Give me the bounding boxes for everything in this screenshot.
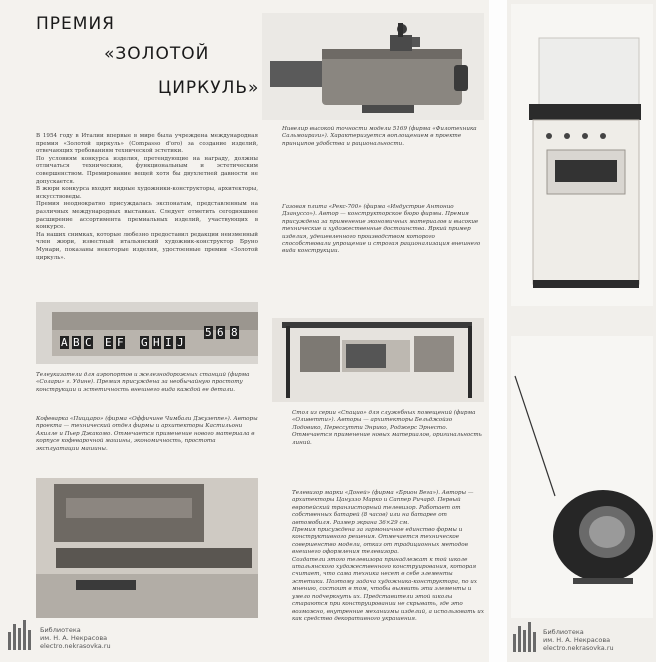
board-letter: 8 — [231, 326, 238, 339]
desk-image — [272, 318, 484, 402]
right-page — [507, 0, 656, 662]
coffee-machine-photo — [36, 478, 258, 618]
display-board-photo — [36, 302, 258, 364]
caption-tv: Телевизор марки «Доней» (фирма «Брион Вега»). Авторы — архитекторы Цануззо Марко и Саппер Ричард. Первый европейский транзисторный телевизор. Работает от собственных батарей (8 часов) или на батарее от автомобиля. Размер экрана 36×29 см. Премия присуждена за гармоничное единство формы и конструктивного решения. Отмечается техническое совершенство модели, отказ от традиционных методов внешнего оформления телевизора. Создатели этого телевизора принадлежат к той школе итальянского художественного конструирования, которая считает, что сама техника несет в себе элементы эстетики. Поэтому задача художника-конструктора, по их мнению, состоит в том, чтобы выявить эти элементы и умело подчеркнуть их. Представители этой школы стараются при конструировании не скрывать, где это возможно, внутренние механизмы изделий, а использовать их как средство декоративного украшения. — [292, 490, 484, 622]
board-letter: I — [165, 336, 172, 349]
watermark-line: Библиотека — [40, 626, 81, 634]
library-logo — [513, 622, 536, 652]
watermark-right — [543, 628, 614, 652]
board-letter: J — [177, 336, 184, 349]
flip-board-image — [36, 302, 258, 364]
desk-photo — [272, 318, 484, 402]
title-line-1: ПРЕМИЯ — [36, 14, 115, 34]
board-letter: B — [73, 336, 80, 349]
caption-coffee-machine: Кофеварка «Пиццаро» (фирма «Оффичине Чимбали Джузеппе»). Авторы проекта — технический отдел фирмы и архитекторы Кастильони Акилле и Пьер Джакомо. Отмечается применение нового материала в корпусе кофеварочной машины, экономичность, простота эксплуатации машины. — [36, 416, 258, 452]
board-letter: F — [117, 336, 124, 349]
watermark-line: electro.nekrasovka.ru — [543, 644, 614, 652]
tv-photo — [511, 336, 653, 618]
gas-stove-image — [511, 4, 653, 306]
caption-telescope: Нивелир высокой точности модели 5169 (фирма «Филотехника Сальмоираги»). Характеризуется воплощением в проекте принципов удобства и рациональности. — [282, 126, 477, 147]
watermark-left — [40, 626, 111, 650]
board-letter: C — [85, 336, 92, 349]
board-letter: H — [153, 336, 160, 349]
board-letter: 5 — [205, 326, 212, 339]
watermark-line: им. Н. А. Некрасова — [40, 634, 108, 642]
board-letter: A — [61, 336, 68, 349]
watermark-line: им. Н. А. Некрасова — [543, 636, 611, 644]
caption-display-board: Телеуказатели для аэропортов и железнодорожных станций (фирма «Солари» г. Удине). Премия присуждена за необычайную простоту конструкции и эстетичность внешнего вида каждой ее детали. — [36, 372, 250, 393]
board-letter: E — [105, 336, 112, 349]
caption-stove: Газовая плита «Рекс-700» (фирма «Индустрие Антонио Дзануссо»). Автор — конструкторское бюро фирмы. Премия присуждена за применение экономичных материалов и высокие технические и художественные достоинства. Яркий пример изделия, удешевленного производством которого способствовали упрощение и строгая рационализация внешнего вида конструкции. — [282, 204, 481, 255]
intro-text: В 1954 году в Италии впервые в мире была учреждена международная премия «Золотой циркуль» (Compasso d'oro) за создание изделий, отвечающих требованиям технической эстетики. По условиям конкурса изделия, претендующие на награду, должны отличаться техническим, функциональным и эстетическим совершенством. Премирование вещей хотя бы двухлетней давности не допускается. В жюри конкурса входят видные художники-конструкторы, архитекторы, искусствоведы. Премия неоднократно присуждалась экспонатам, представленным на различных международных выставках. Следует отметить сегодняшнее расширение ассортимента премиальных изделий, участвующих в конкурсе. На наших снимках, которые любезно предоставил редакции неизменный член жюри, известный итальянский художник-конструктор Бруно Мунари, показаны некоторые изделия, удостоенные премии «Золотой циркуль». — [36, 133, 258, 261]
title-line-2: «ЗОЛОТОЙ — [104, 44, 210, 64]
portable-tv-image — [511, 336, 653, 618]
page-gutter — [489, 0, 507, 662]
watermark-line: Библиотека — [543, 628, 584, 636]
level-instrument-image — [262, 13, 484, 120]
caption-desk: Стол из серии «Спацио» для служебных помещений (фирма «Оливетти»). Авторы — архитекторы Бельджойзо Лодовико, Перессутти Энрико, Роджерс Эрнесто. Отмечается применение новых материалов, оригинальность линий. — [292, 410, 482, 446]
telescope-photo — [262, 13, 484, 120]
watermark-line: electro.nekrasovka.ru — [40, 642, 111, 650]
stove-photo — [511, 4, 653, 306]
title-line-3: ЦИРКУЛЬ» — [158, 78, 260, 98]
library-logo — [8, 620, 31, 650]
coffee-machine-image — [36, 478, 258, 618]
board-letter: G — [141, 336, 148, 349]
board-letter: 6 — [217, 326, 224, 339]
